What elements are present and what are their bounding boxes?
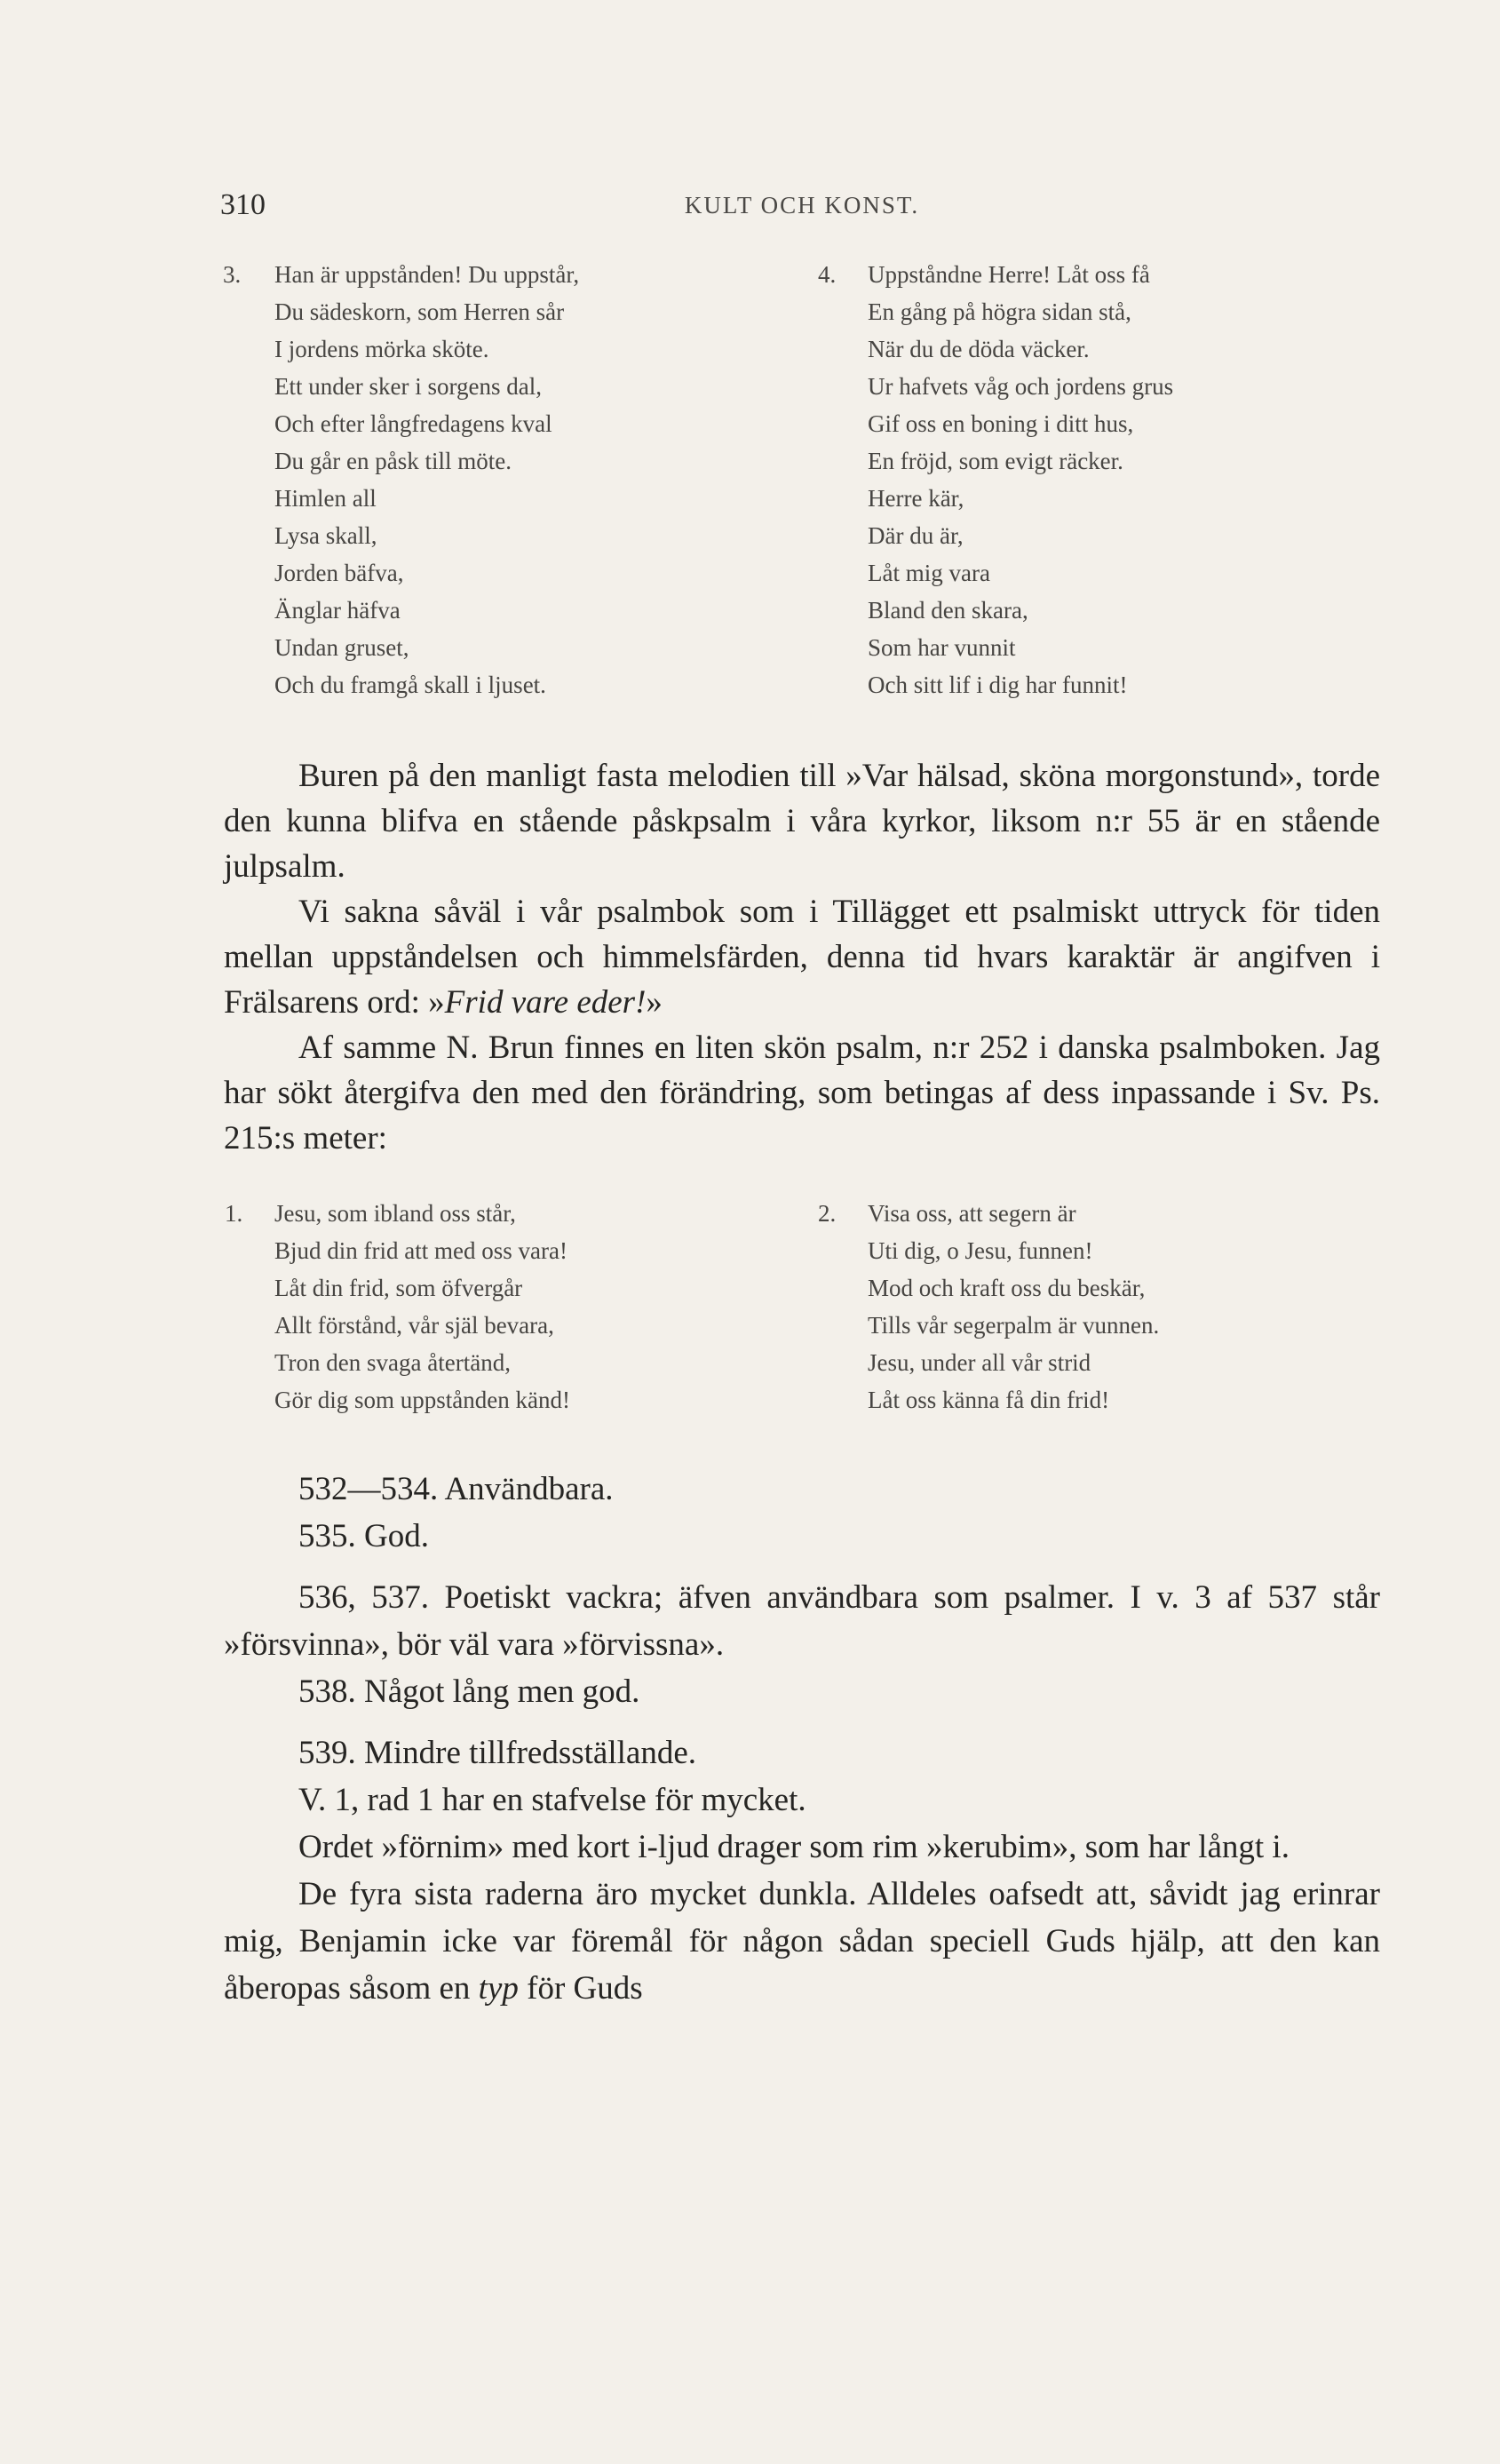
verse-line: Låt din frid, som öfvergår [274,1275,523,1301]
quote-emphasis: Frid vare eder! [444,984,647,1021]
note-536-537: 536, 537. Poetiskt vackra; äfven användbara som psalmer. I v. 3 af 537 står »försvinna», bör väl vara »förvissna». [224,1579,1380,1663]
verse-line: Bjud din frid att med oss vara! [274,1237,567,1264]
verse-line: Undan gruset, [274,634,409,661]
note-text: De fyra sista raderna äro mycket dunkla. Alldeles oafsedt att, såvidt jag erinrar mig, Benjamin icke var föremål för någon sådan speciell Guds hjälp, att den kan åberopas såsom en [224,1876,1380,2007]
verse-line: Tills vår segerpalm är vunnen. [868,1312,1160,1339]
verse-line: I jordens mörka sköte. [274,336,489,362]
verse-line: Och efter långfredagens kval [274,410,552,437]
verse-line: Bland den skara, [868,597,1028,624]
quote-close: » [646,984,663,1021]
paragraph: Af samme N. Brun finnes en liten skön psalm, n:r 252 i danska psalmboken. Jag har sökt återgifva den med den förändring, som betingas af dess inpassande i Sv. Ps. 215:s meter: [224,1029,1380,1156]
verse-line: Ur hafvets våg och jordens grus [868,373,1174,400]
verse-line: Och du framgå skall i ljuset. [274,672,546,698]
verse-line: En fröjd, som evigt räcker. [868,448,1123,474]
verse-line: Låt mig vara [868,560,990,586]
verse-line: Lysa skall, [274,522,377,549]
verse-number: 1. [225,1200,243,1227]
verse-line: Himlen all [274,485,377,512]
verse-number: 4. [818,261,837,288]
verse-line: Du går en påsk till möte. [274,448,512,474]
paragraph: Buren på den manligt fasta melodien till »Var hälsad, sköna morgonstund», torde den kunna blifva en stående påskpsalm i våra kyrkor, liksom n:r 55 är en stående julpsalm. [224,758,1380,885]
poem-verse-2 [818,1195,1160,1419]
running-title: KULT OCH KONST. [684,192,920,219]
verse-line: En gång på högra sidan stå, [868,298,1131,325]
verse-line: Och sitt lif i dig har funnit! [868,672,1128,698]
note-rhyme: Ordet »förnim» med kort i-ljud drager som rim »kerubim», som har långt i. [298,1829,1290,1865]
poem-verse-3 [223,256,580,703]
note-verse-1: V. 1, rad 1 har en stafvelse för mycket. [298,1782,806,1818]
paragraph [224,889,1380,1025]
verse-line: När du de döda väcker. [868,336,1090,362]
verse-line: Ett under sker i sorgens dal, [274,373,542,400]
verse-line: Du sädeskorn, som Herren sår [274,298,565,325]
note-emphasis: typ [478,1970,519,2007]
verse-line: Tron den svaga återtänd, [274,1349,511,1376]
verse-line: Där du är, [868,522,964,549]
note-532-534: 532—534. Användbara. [298,1471,614,1507]
verse-line: Gör dig som uppstånden känd! [274,1387,570,1413]
verse-line: Allt förstånd, vår själ bevara, [274,1312,554,1339]
verse-line: Herre kär, [868,485,964,512]
note-text-end: för Guds [518,1970,643,2007]
verse-line: Jesu, under all vår strid [868,1349,1091,1376]
verse-line: Jorden bäfva, [274,560,404,586]
verse-line: Jesu, som ibland oss står, [274,1200,516,1227]
verse-line: Änglar häfva [274,597,401,624]
verse-line: Låt oss känna få din frid! [868,1387,1110,1413]
verse-line: Uti dig, o Jesu, funnen! [868,1237,1093,1264]
poem-verse-1 [225,1195,570,1419]
note-535: 535. God. [298,1518,429,1554]
verse-line: Han är uppstånden! Du uppstår, [274,261,580,288]
paragraph-text: Vi sakna såväl i vår psalmbok som i Tillägget ett psalmiskt uttryck för tiden mellan uppståndelsen och himmelsfärden, denna tid hvars karaktär är angifven i Frälsarens ord: » [224,894,1380,1021]
hymn-notes [224,1466,1380,2012]
verse-line: Gif oss en boning i ditt hus, [868,410,1134,437]
verse-number: 2. [818,1200,837,1227]
verse-line: Mod och kraft oss du beskär, [868,1275,1146,1301]
note-539: 539. Mindre tillfredsställande. [298,1735,697,1771]
note-last-lines [224,1871,1380,2012]
prose-section [224,753,1380,1161]
verse-line: Visa oss, att segern är [868,1200,1076,1227]
verse-line: Uppståndne Herre! Låt oss få [868,261,1150,288]
page-header [220,188,1384,227]
verse-number: 3. [223,261,242,288]
verse-line: Som har vunnit [868,634,1016,661]
poem-verse-4 [818,256,1174,703]
page-number: 310 [220,188,266,221]
note-538: 538. Något lång men god. [298,1673,640,1710]
